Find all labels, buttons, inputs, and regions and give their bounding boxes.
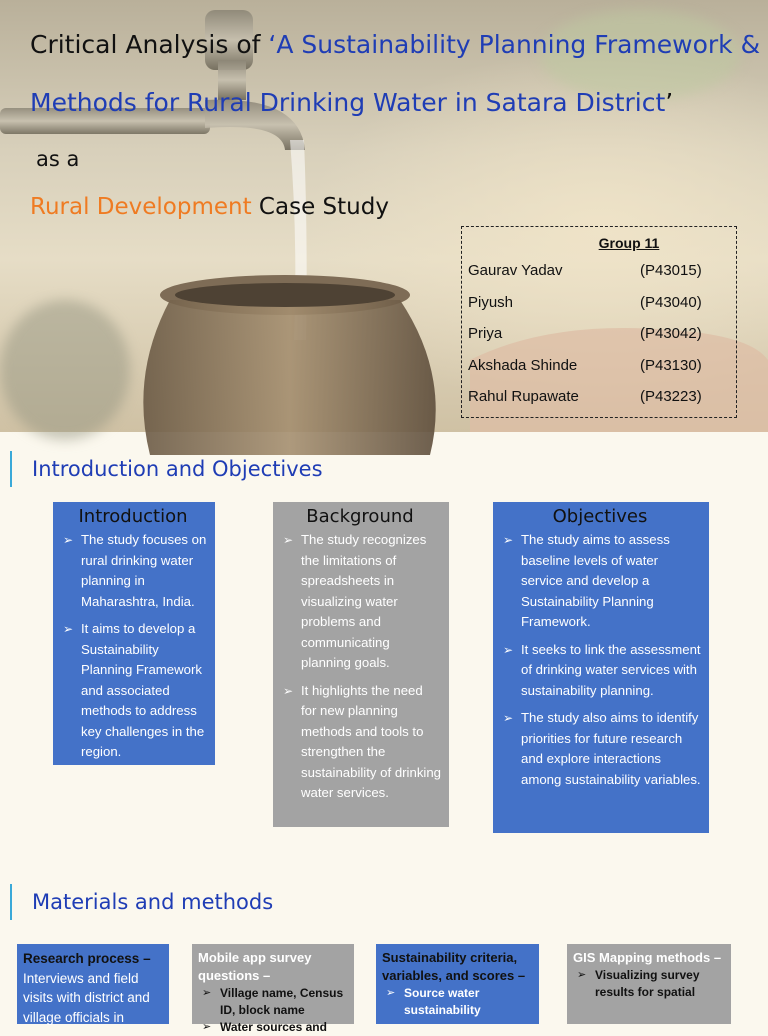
section-heading-methods: Materials and methods bbox=[10, 884, 273, 920]
clay-pot-icon bbox=[110, 255, 470, 455]
card-background bbox=[273, 502, 449, 827]
member-name: Piyush bbox=[468, 293, 514, 311]
card-point: ➢ Village name, Census ID, block name bbox=[198, 985, 348, 1019]
member-id: (P43040) bbox=[640, 293, 702, 311]
card-mobile-app-survey bbox=[192, 944, 354, 1034]
title-line-2 bbox=[30, 88, 673, 118]
card-point: ➢ The study focuses on rural drinking water planning in Maharashtra, India. bbox=[59, 530, 207, 612]
member-row bbox=[468, 318, 730, 350]
card-point: ➢ It seeks to link the assessment of drinking water services with sustainability planning. bbox=[499, 640, 701, 702]
card-research-process bbox=[17, 944, 169, 1024]
card-title: Background bbox=[306, 506, 414, 527]
research-text bbox=[23, 949, 163, 1027]
card-head: Mobile app survey questions – bbox=[198, 950, 312, 983]
title-highlight-2: Methods for Rural Drinking Water in Satara District bbox=[30, 88, 666, 117]
card-introduction bbox=[53, 502, 215, 765]
card-gis-mapping bbox=[567, 944, 731, 1024]
title-quote-close: ’ bbox=[665, 88, 674, 117]
card-sustainability-criteria bbox=[376, 944, 539, 1024]
card-point: ➢ It aims to develop a Sustainability Planning Framework and associated methods to address key challenges in the region. bbox=[59, 619, 207, 763]
card-point: ➢ The study also aims to identify priorities for future research and explore interactions among sustainability variables. bbox=[499, 708, 701, 790]
title-highlight-1: A Sustainability Planning Framework & bbox=[276, 30, 761, 59]
card-point: ➢ The study recognizes the limitations of spreadsheets in visualizing water problems and communicating planning goals. bbox=[279, 530, 441, 674]
card-point: ➢ It highlights the need for new planning methods and tools to strengthen the sustainability of drinking water services. bbox=[279, 681, 441, 804]
card-objectives bbox=[493, 502, 709, 833]
member-row bbox=[468, 255, 730, 287]
card-point: ➢ The study aims to assess baseline levels of water service and develop a Sustainability Planning Framework. bbox=[499, 530, 701, 633]
card-head: GIS Mapping methods – bbox=[573, 950, 722, 965]
member-row bbox=[468, 350, 730, 382]
member-name: Rahul Rupawate bbox=[468, 388, 579, 406]
member-id: (P43015) bbox=[640, 262, 702, 280]
section-heading-intro: Introduction and Objectives bbox=[10, 451, 323, 487]
title-quote-open: ‘ bbox=[268, 30, 277, 59]
card-point: ➢ Visualizing survey results for spatial bbox=[573, 967, 725, 1001]
member-id: (P43042) bbox=[640, 325, 702, 343]
card-body: Interviews and field visits with district and village officials in bbox=[23, 970, 150, 1025]
member-name: Priya bbox=[468, 325, 503, 343]
card-title: Objectives bbox=[552, 506, 648, 527]
card-point: ➢ Source water sustainability bbox=[382, 985, 533, 1019]
card-title: Introduction bbox=[78, 506, 188, 527]
member-row bbox=[468, 287, 730, 319]
title-suffix: Case Study bbox=[251, 194, 389, 220]
hero-banner bbox=[0, 0, 768, 432]
title-line-1 bbox=[30, 30, 760, 60]
member-id: (P43130) bbox=[640, 356, 702, 374]
group-title: Group 11 bbox=[598, 235, 660, 251]
title-prefix: Critical Analysis of bbox=[30, 30, 269, 59]
card-head: Sustainability criteria, variables, and scores – bbox=[382, 950, 526, 983]
member-name: Akshada Shinde bbox=[468, 356, 578, 374]
title-highlight-orange: Rural Development bbox=[30, 194, 252, 220]
title-line-3: as a bbox=[36, 147, 80, 171]
member-name: Gaurav Yadav bbox=[468, 262, 563, 280]
title-line-4 bbox=[30, 192, 389, 222]
member-id: (P43223) bbox=[640, 388, 702, 406]
card-head: Research process – bbox=[23, 951, 151, 966]
card-point: ➢ Water sources and bbox=[198, 1019, 348, 1036]
member-row bbox=[468, 381, 730, 413]
group-members-box bbox=[461, 226, 737, 418]
